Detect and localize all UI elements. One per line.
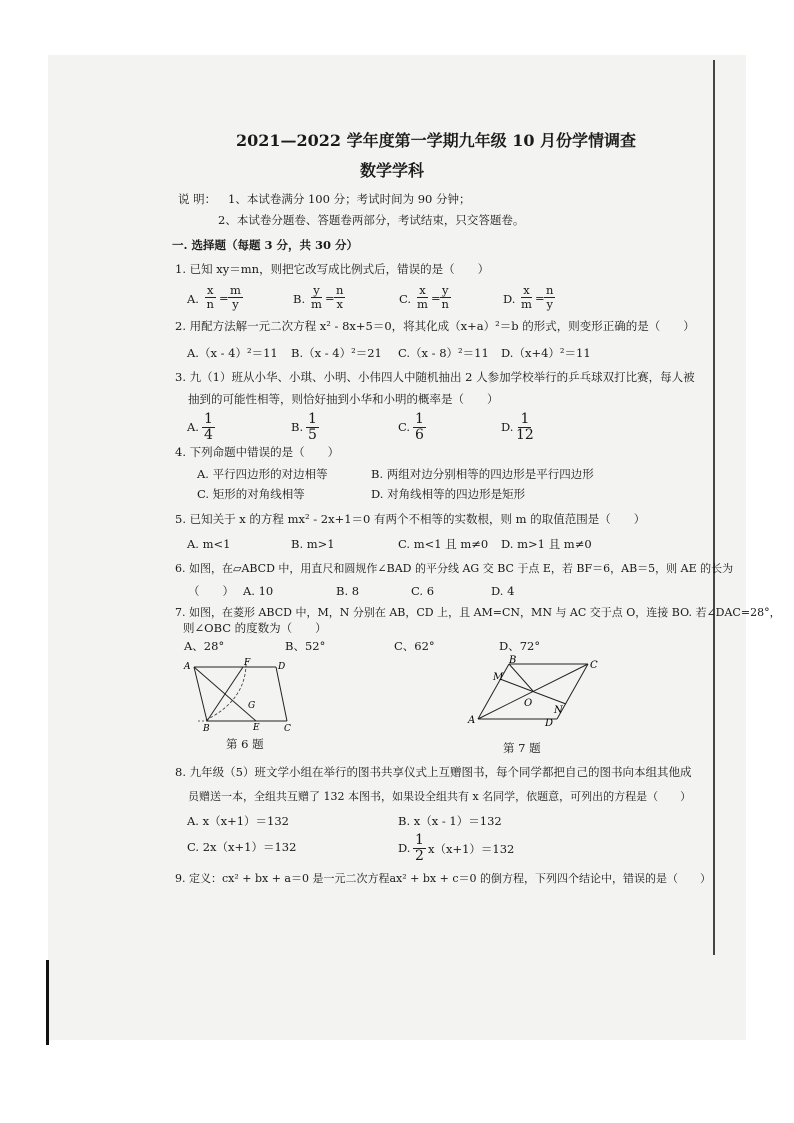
fig7-label-a: A bbox=[468, 715, 476, 726]
q5-option-d: D. m>1 且 m≠0 bbox=[501, 537, 592, 551]
q8-stem-line1: 8. 九年级（5）班文学小组在举行的图书共享仪式上互赠图书，每个同学都把自己的图书向本组其他成 bbox=[175, 765, 692, 779]
notes-line-1: 1、本试卷满分 100 分；考试时间为 90 分钟； bbox=[228, 192, 471, 206]
fig6-side-dc bbox=[276, 667, 287, 721]
q1-d-frac-left: $\frac{x}{m}$ bbox=[521, 283, 532, 311]
fig7-label-d: D bbox=[545, 718, 554, 729]
q1-c-frac-left: $\frac{x}{m}$ bbox=[417, 283, 428, 311]
q8-d-frac: $\frac{1}{2}$ bbox=[415, 832, 424, 864]
q2-option-a: A.（x - 4）²＝11 bbox=[187, 346, 278, 360]
q4-stem: 4. 下列命题中错误的是（ ） bbox=[175, 445, 340, 459]
figure-6-caption: 第 6 题 bbox=[226, 737, 264, 751]
q1-b-frac-left: $\frac{y}{m}$ bbox=[311, 283, 322, 311]
q3-d-label: D. bbox=[501, 420, 514, 434]
q1-b-frac-right: $\frac{n}{x}$ bbox=[336, 283, 344, 311]
q8-option-c: C. 2x（x+1）＝132 bbox=[187, 840, 297, 854]
q9-stem: 9. 定义：cx² + bx + a＝0 是一元二次方程ax² + bx + c＝0 的倒方程，下列四个结论中，错误的是（ ） bbox=[175, 872, 711, 885]
q4-option-c: C. 矩形的对角线相等 bbox=[197, 487, 305, 501]
q4-option-a: A. 平行四边形的对边相等 bbox=[197, 467, 328, 481]
q3-a-frac: $\frac{1}{4}$ bbox=[204, 411, 213, 443]
figure-7-diagram bbox=[460, 652, 610, 732]
q4-option-b: B. 两组对边分别相等的四边形是平行四边形 bbox=[371, 467, 594, 481]
q1-d-frac-right: $\frac{n}{y}$ bbox=[546, 283, 554, 311]
fig6-label-f: F bbox=[244, 658, 251, 668]
q8-d-label: D. bbox=[398, 841, 411, 855]
q8-option-b: B. x（x - 1）＝132 bbox=[398, 814, 502, 828]
q8-d-rest: x（x+1）＝132 bbox=[428, 842, 515, 856]
q1-b-eq: = bbox=[325, 291, 335, 305]
q3-c-frac: $\frac{1}{6}$ bbox=[415, 411, 424, 443]
fig7-line-mn bbox=[500, 679, 566, 704]
subject-title: 数学学科 bbox=[360, 161, 425, 180]
q5-option-b: B. m>1 bbox=[291, 537, 335, 551]
fig6-label-a: A bbox=[184, 662, 191, 672]
q2-option-c: C.（x - 8）²＝11 bbox=[398, 346, 489, 360]
q6-stem-line1: 6. 如图，在▱ABCD 中，用直尺和圆规作∠BAD 的平分线 AG 交 BC 于点 E，若 BF＝6，AB＝5，则 AE 的长为 bbox=[175, 562, 734, 575]
q1-a-frac-right: $\frac{m}{y}$ bbox=[230, 283, 241, 311]
scan-edge-right bbox=[713, 60, 715, 955]
section-title: 一. 选择题（每题 3 分，共 30 分） bbox=[172, 238, 359, 252]
fig7-label-c: C bbox=[590, 660, 598, 671]
q3-b-frac: $\frac{1}{5}$ bbox=[308, 411, 317, 443]
fig6-label-b: B bbox=[203, 724, 210, 734]
q5-option-c: C. m<1 且 m≠0 bbox=[398, 537, 489, 551]
q1-a-frac-left: $\frac{x}{n}$ bbox=[206, 283, 214, 311]
q7-stem-line2: 则∠OBC 的度数为（ ） bbox=[183, 621, 327, 635]
figure-7-caption: 第 7 题 bbox=[503, 741, 541, 755]
q8-stem-line2: 员赠送一本，全组共互赠了 132 本图书，如果设全组共有 x 名同学，依题意，可列出的方程是（ ） bbox=[188, 790, 692, 803]
fig7-label-n: N bbox=[554, 705, 563, 716]
notes-label: 说 明： bbox=[178, 192, 217, 206]
q2-option-d: D.（x+4）²＝11 bbox=[501, 346, 591, 360]
q7-stem-line1: 7. 如图，在菱形 ABCD 中，M，N 分别在 AB，CD 上，且 AM=CN，MN 与 AC 交于点 O，连接 BO. 若∠DAC=28°， bbox=[175, 606, 781, 619]
q2-stem: 2. 用配方法解一元二次方程 x² - 8x+5＝0，将其化成（x+a）²＝b 的形式，则变形正确的是（ ） bbox=[175, 319, 695, 333]
fig6-label-c: C bbox=[284, 724, 291, 734]
q7-option-a: A、28° bbox=[184, 639, 225, 653]
q5-option-a: A. m<1 bbox=[187, 537, 231, 551]
q1-c-label: C. bbox=[399, 292, 412, 306]
fig6-arc bbox=[204, 659, 246, 721]
q7-option-b: B、52° bbox=[285, 639, 326, 653]
q7-option-c: C、62° bbox=[394, 639, 435, 653]
exam-title: 2021—2022 学年度第一学期九年级 10 月份学情调查 bbox=[236, 131, 637, 150]
q1-a-label: A. bbox=[187, 292, 199, 306]
q8-option-a: A. x（x+1）＝132 bbox=[187, 814, 289, 828]
q3-c-label: C. bbox=[398, 420, 411, 434]
notes-line-2: 2、本试卷分题卷、答题卷两部分，考试结束，只交答题卷。 bbox=[218, 213, 525, 227]
q3-stem-line1: 3. 九（1）班从小华、小琪、小明、小伟四人中随机抽出 2 人参加学校举行的乒乓球双打比赛，每人被 bbox=[175, 370, 695, 384]
q3-b-label: B. bbox=[291, 420, 304, 434]
q2-option-b: B.（x - 4）²＝21 bbox=[291, 346, 382, 360]
fig7-label-o: O bbox=[524, 698, 533, 709]
fig6-label-e: E bbox=[253, 723, 260, 733]
q6-stem-line2: （ ） bbox=[188, 584, 234, 598]
q6-option-a: A. 10 bbox=[243, 584, 274, 598]
scan-edge-left bbox=[46, 960, 49, 1045]
fig6-label-g: G bbox=[248, 701, 256, 711]
figure-6-diagram bbox=[180, 655, 300, 735]
q1-b-label: B. bbox=[293, 292, 306, 306]
q1-c-frac-right: $\frac{y}{n}$ bbox=[441, 283, 449, 311]
q3-stem-line2: 抽到的可能性相等，则恰好抽到小华和小明的概率是（ ） bbox=[188, 392, 499, 406]
q6-option-c: C. 6 bbox=[411, 584, 435, 598]
q4-option-d: D. 对角线相等的四边形是矩形 bbox=[371, 487, 526, 501]
q3-d-frac: $\frac{1}{12}$ bbox=[516, 411, 534, 443]
q6-option-b: B. 8 bbox=[336, 584, 360, 598]
fig6-label-d: D bbox=[278, 662, 286, 672]
q1-d-label: D. bbox=[503, 292, 516, 306]
fig6-side-ab bbox=[194, 667, 207, 721]
q1-a-eq: = bbox=[219, 291, 229, 305]
fig7-label-m: M bbox=[493, 672, 504, 683]
fig7-label-b: B bbox=[509, 655, 517, 666]
q3-a-label: A. bbox=[187, 420, 199, 434]
q1-d-eq: = bbox=[535, 291, 545, 305]
q7-option-d: D、72° bbox=[499, 639, 541, 653]
q1-c-eq: = bbox=[431, 291, 441, 305]
q5-stem: 5. 已知关于 x 的方程 mx² - 2x+1＝0 有两个不相等的实数根，则 m 的取值范围是（ ） bbox=[175, 512, 646, 526]
q6-option-d: D. 4 bbox=[491, 584, 515, 598]
q1-stem: 1. 已知 xy＝mn，则把它改写成比例式后，错误的是（ ） bbox=[175, 262, 490, 276]
